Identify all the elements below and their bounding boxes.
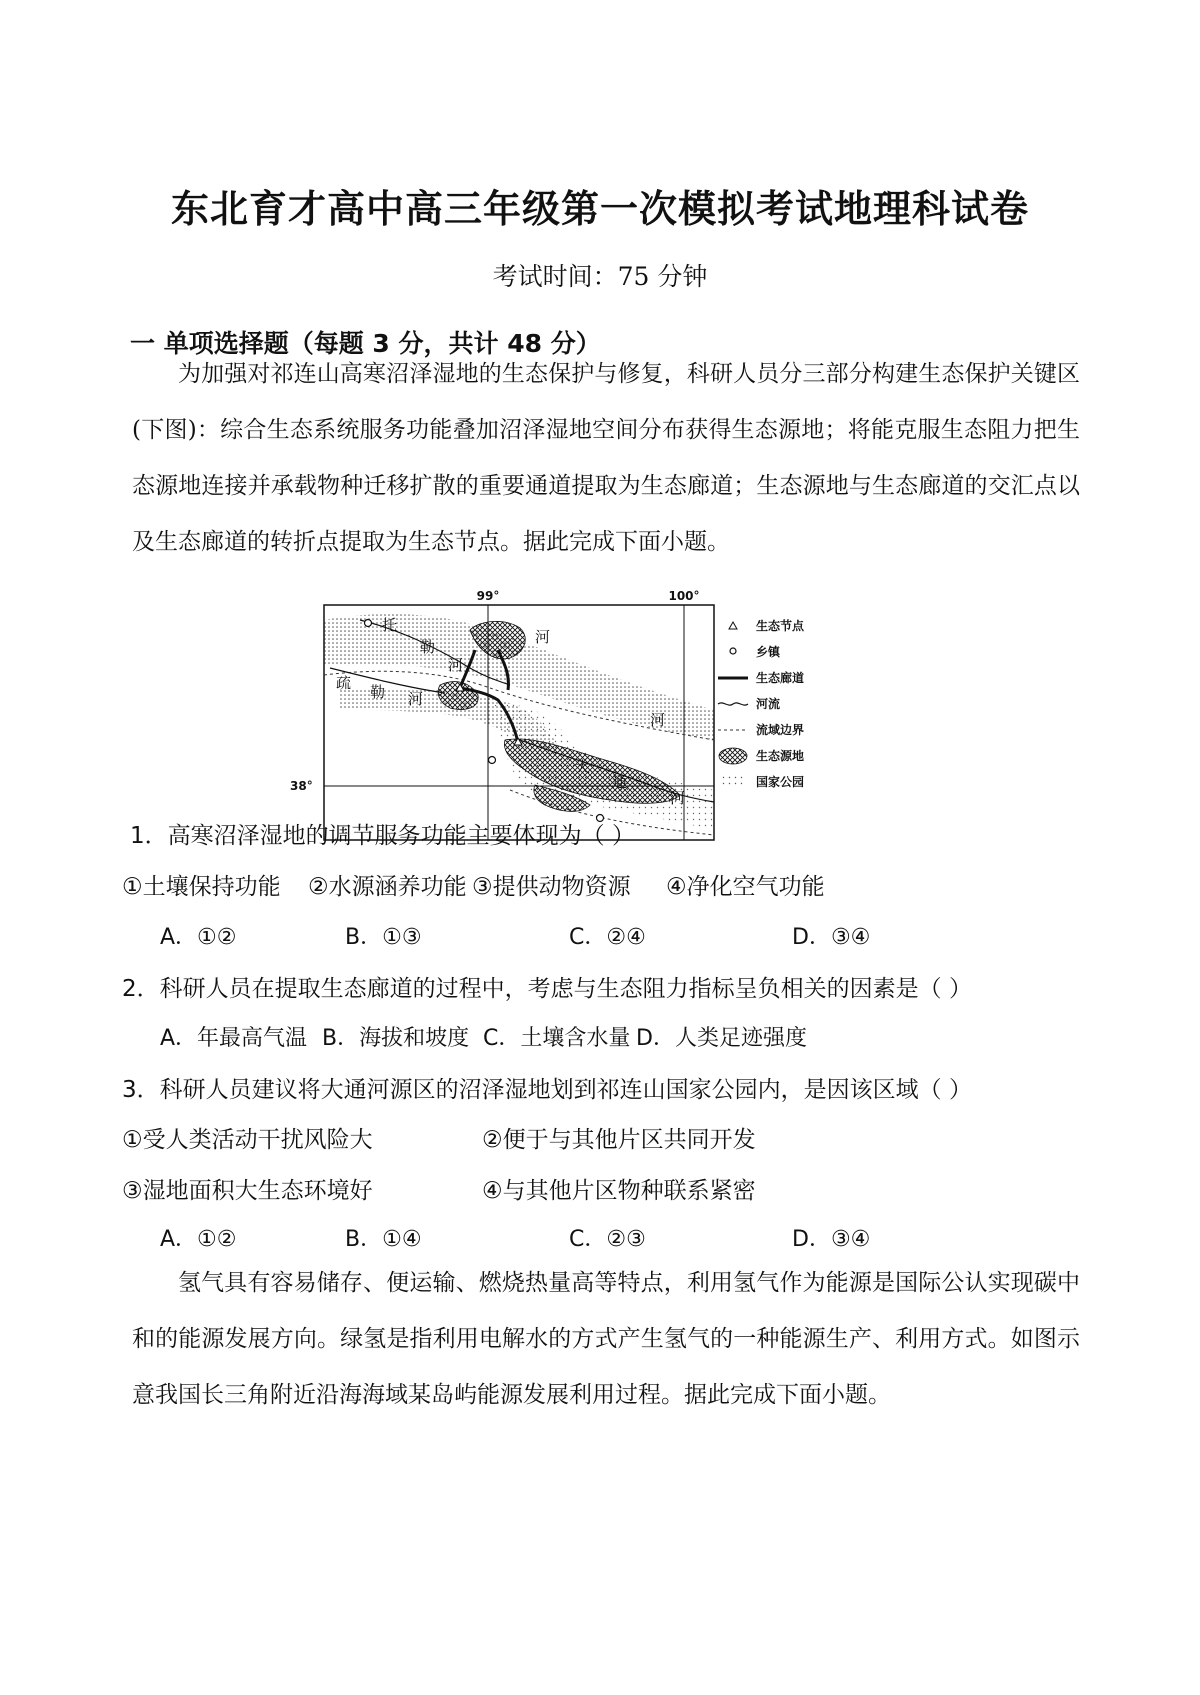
legend-label-source: 生态源地 (756, 749, 805, 763)
q1-option-d[interactable]: D．③④ (792, 925, 871, 950)
legend-label-node: 生态节点 (756, 619, 805, 633)
circle-town-icon (730, 648, 736, 654)
question-3-stem: 3．科研人员建议将大通河源区的沼泽湿地划到祁连山国家公园内，是因该区域（ ） (122, 1077, 972, 1103)
river-label-misc-2: 河 (650, 711, 666, 729)
q1-statement-1: ①土壤保持功能 (122, 874, 281, 900)
river-label-he: 河 (448, 656, 464, 674)
river-label-he-3: 河 (670, 789, 686, 807)
q2-option-d[interactable]: D．人类足迹强度 (636, 1026, 807, 1051)
river-label-tuo: 托 (382, 616, 398, 634)
legend-label-park: 国家公园 (756, 775, 805, 789)
town-marker (365, 620, 372, 627)
river-label-he-2: 河 (408, 690, 424, 708)
q1-statement-3: ③提供动物资源 (472, 874, 631, 900)
lon-100-label: 100° (668, 589, 700, 603)
exam-duration: 考试时间：75 分钟 (492, 262, 708, 291)
q2-option-c[interactable]: C．土壤含水量 (483, 1026, 631, 1051)
q1-option-c[interactable]: C．②④ (569, 925, 646, 950)
question-2-stem: 2．科研人员在提取生态廊道的过程中，考虑与生态阻力指标呈负相关的因素是（ ） (122, 976, 972, 1002)
legend-label-river: 河流 (756, 697, 781, 711)
river-label-shu: 疏 (336, 674, 352, 692)
crosshatch-icon (719, 748, 747, 764)
dotted-area-icon (720, 776, 746, 786)
passage-2-text: 氢气具有容易储存、便运输、燃烧热量高等特点，利用氢气作为能源是国际公认实现碳中和的能源发展方向。绿氢是指利用电解水的方式产生氢气的一种能源生产、利用方式。如图示意我国长三角附近沿海海域某岛屿能源发展利用过程。据此完成下面小题。 (132, 1270, 1080, 1408)
passage-intro-2 (132, 1255, 1080, 1423)
triangle-node-icon (729, 622, 737, 629)
q2-option-a[interactable]: A．年最高气温 (160, 1026, 308, 1051)
q2-option-b[interactable]: B．海拔和坡度 (322, 1026, 470, 1051)
q1-statement-2: ②水源涵养功能 (308, 874, 467, 900)
q3-option-c[interactable]: C．②③ (569, 1227, 646, 1252)
town-marker (489, 757, 496, 764)
passage-1-text: 为加强对祁连山高寒沼泽湿地的生态保护与修复，科研人员分三部分构建生态保护关键区(下图)：综合生态系统服务功能叠加沼泽湿地空间分布获得生态源地；将能克服生态阻力把生态源地连接并承载物种迁移扩散的重要通道提取为生态廊道；生态源地与生态廊道的交汇点以及生态廊道的转折点提取为生态节点。据此完成下面小题。 (132, 361, 1080, 555)
river-label-le-2: 勒 (370, 683, 386, 701)
eco-source-3 (504, 739, 680, 803)
section-heading: 一 单项选择题（每题 3 分，共计 48 分） (130, 329, 601, 358)
q3-statement-3: ③湿地面积大生态环境好 (122, 1178, 373, 1204)
q1-option-a[interactable]: A．①② (160, 925, 237, 950)
legend-label-corridor: 生态廊道 (756, 671, 805, 685)
question-1-stem: 1．高寒沼泽湿地的调节服务功能主要体现为（ ） (130, 823, 635, 849)
q3-option-d[interactable]: D．③④ (792, 1227, 871, 1252)
q3-statement-1: ①受人类活动干扰风险大 (122, 1127, 373, 1153)
wavy-line-icon (718, 703, 748, 705)
exam-title: 东北育才高中高三年级第一次模拟考试地理科试卷 (170, 186, 1029, 231)
q3-option-b[interactable]: B．①④ (345, 1227, 422, 1252)
q3-statement-4: ④与其他片区物种联系紧密 (482, 1178, 756, 1204)
river-label-misc-1: 河 (535, 628, 551, 646)
q1-statement-4: ④净化空气功能 (666, 874, 825, 900)
lon-99-label: 99° (476, 589, 500, 603)
q1-option-b[interactable]: B．①③ (345, 925, 422, 950)
river-label-da: 大 (575, 758, 591, 776)
lat-38-label: 38° (290, 779, 313, 793)
passage-intro-1 (132, 346, 1080, 570)
map-legend (718, 618, 805, 789)
q3-option-a[interactable]: A．①② (160, 1227, 237, 1252)
river-label-tong: 通 (612, 773, 628, 791)
q3-statement-2: ②便于与其他片区共同开发 (482, 1127, 756, 1153)
river-label-le: 勒 (420, 638, 436, 656)
legend-label-boundary: 流域边界 (756, 723, 805, 737)
legend-label-town: 乡镇 (756, 645, 781, 659)
